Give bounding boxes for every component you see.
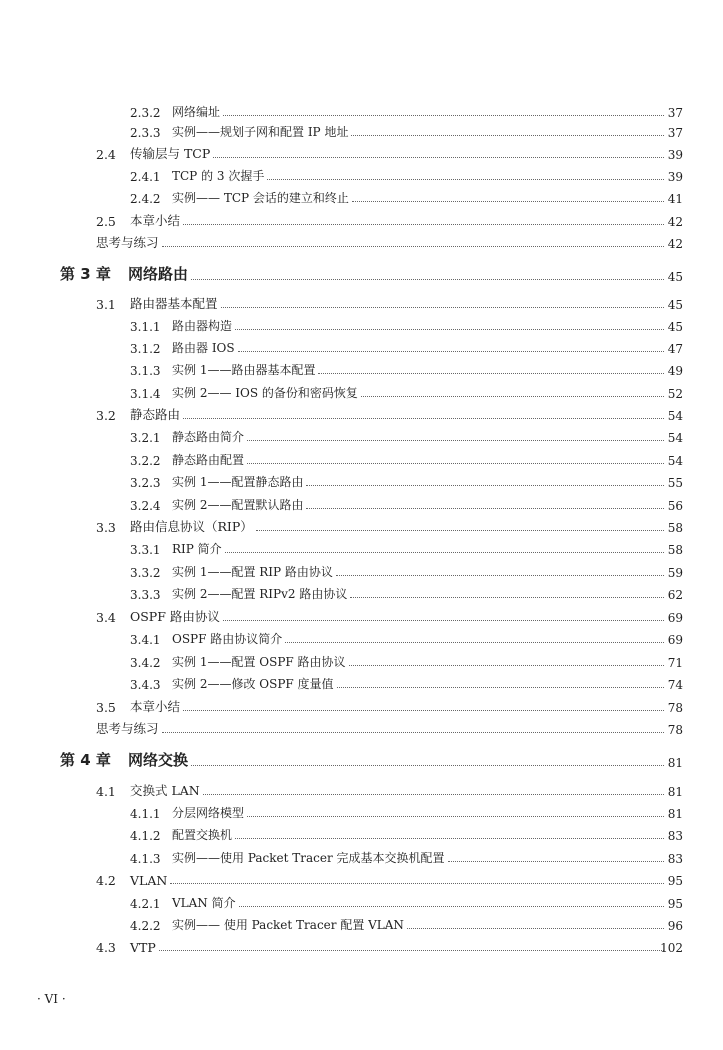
toc-leader-dots [352, 201, 664, 202]
toc-leader-dots [162, 246, 664, 247]
toc-entry [0, 515, 723, 537]
toc-entry [0, 314, 723, 336]
toc-entry-lead [96, 873, 167, 888]
toc-entry [0, 672, 723, 694]
toc-entry-lead [130, 339, 235, 356]
toc-entry-title: 思考与练习 [96, 235, 159, 250]
toc-entry-number: 3.1.2 [130, 342, 161, 356]
toc-entry-number: 4.1.2 [130, 829, 161, 843]
toc-entry-number: 2.3.3 [130, 126, 161, 140]
toc-entry-number: 3.1.4 [130, 387, 161, 401]
toc-entry-title: 实例 2——修改 OSPF 度量值 [172, 677, 334, 691]
toc-entry-title: TCP 的 3 次握手 [172, 169, 265, 183]
toc-entry [0, 209, 723, 231]
toc-leader-dots [285, 642, 664, 643]
toc-leader-dots [350, 597, 664, 598]
toc-entry-title: 路由信息协议（RIP） [130, 519, 253, 534]
toc-entry-title: 网络路由 [128, 265, 189, 283]
toc-leader-dots [162, 732, 664, 733]
toc-entry [0, 717, 723, 739]
toc-entry-lead [96, 211, 180, 229]
toc-leader-dots [235, 329, 664, 330]
toc-leader-dots [349, 665, 664, 666]
toc-entry-number: 2.4 [96, 147, 116, 162]
toc-entry-number: 3.4 [96, 610, 116, 625]
toc-entry [0, 605, 723, 627]
toc-entry-title: 实例 1——配置静态路由 [172, 475, 304, 489]
toc-leader-dots [448, 861, 664, 862]
toc-entry-title: RIP 简介 [172, 542, 222, 556]
toc-entry [0, 470, 723, 492]
toc-entry-number: 3.3.3 [130, 588, 161, 602]
toc-entry-lead [96, 781, 200, 799]
toc-leader-dots [225, 552, 664, 553]
toc-entry [0, 891, 723, 913]
toc-entry-lead [130, 563, 333, 580]
toc-page-number: 37 [667, 106, 683, 120]
toc-leader-dots [213, 157, 664, 158]
toc-page-number: 74 [667, 678, 683, 692]
toc-entry-lead [130, 675, 334, 692]
toc-page-number: 83 [667, 829, 683, 843]
toc-entry-title: OSPF 路由协议 [130, 609, 220, 624]
toc-page-number: 45 [667, 270, 683, 284]
toc-entry-number: 3.3.1 [130, 543, 161, 557]
toc-leader-dots [221, 307, 664, 308]
toc-entry-number: 3.3.2 [130, 566, 161, 580]
toc-leader-dots [247, 440, 664, 441]
toc-page-number: 45 [667, 320, 683, 334]
toc-entry-title: 路由器构造 [172, 319, 233, 333]
toc-page-number: 49 [667, 364, 683, 378]
toc-entry-title: 实例——规划子网和配置 IP 地址 [172, 125, 349, 139]
toc-entry-title: VLAN 简介 [172, 896, 236, 910]
toc-entry-number: 3.4.1 [130, 633, 161, 647]
toc-entry-title: 路由器基本配置 [130, 296, 218, 311]
toc-entry-number: 4.2.2 [130, 919, 161, 933]
toc-leader-dots [223, 115, 664, 116]
toc-entry-title: 实例 2——配置默认路由 [172, 498, 304, 512]
toc-entry-title: 本章小结 [130, 699, 181, 714]
toc-entry-lead [96, 233, 159, 251]
toc-entry-number: 4.1.1 [130, 807, 161, 821]
toc-entry [0, 627, 723, 649]
toc-entry [0, 448, 723, 470]
toc-page-number: 62 [667, 588, 683, 602]
toc-leader-dots [238, 351, 664, 352]
toc-entry-number: 4.2.1 [130, 897, 161, 911]
toc-entry-lead [130, 428, 244, 445]
toc-page-number: 102 [660, 941, 683, 955]
toc-entry-lead [96, 294, 218, 312]
toc-entry-number: 3.2.2 [130, 454, 161, 468]
toc-page-number: 78 [667, 723, 683, 737]
toc-page-number: 39 [667, 148, 683, 162]
toc-entry-lead [130, 826, 232, 843]
toc-leader-dots [247, 463, 664, 464]
toc-entry-lead [130, 451, 244, 468]
toc-page-number: 52 [667, 387, 683, 401]
toc-leader-dots [351, 135, 664, 136]
toc-entry-number: 3.4.3 [130, 678, 161, 692]
toc-entry [0, 403, 723, 425]
toc-entry [0, 164, 723, 186]
toc-entry-number: 3.1.1 [130, 320, 161, 334]
toc-entry-title: 分层网络模型 [172, 806, 245, 820]
toc-page-number: 59 [667, 566, 683, 580]
toc-entry-title: 实例 2—— IOS 的备份和密码恢复 [172, 386, 358, 400]
toc-entry [0, 336, 723, 358]
toc-entry [0, 231, 723, 253]
toc-leader-dots [306, 485, 664, 486]
toc-entry [0, 425, 723, 447]
toc-entry [0, 493, 723, 515]
toc-entry-title: 实例 1——配置 OSPF 路由协议 [172, 655, 346, 669]
toc-entry-title: 本章小结 [130, 213, 181, 228]
toc-entry-lead [96, 607, 220, 625]
toc-leader-dots [267, 179, 664, 180]
toc-entry [0, 913, 723, 935]
toc-page-number: 37 [667, 126, 683, 140]
toc-leader-dots [336, 575, 664, 576]
toc-entry-title: 静态路由 [130, 407, 181, 422]
toc-entry-lead [130, 916, 404, 933]
toc-entry-lead [130, 473, 303, 490]
toc-entry-title: 实例—— 使用 Packet Tracer 配置 VLAN [172, 918, 404, 932]
toc-leader-dots [223, 620, 664, 621]
toc-entry-title: 静态路由配置 [172, 453, 245, 467]
toc-entry-number: 4.1.3 [130, 852, 161, 866]
toc-page-number: 78 [667, 701, 683, 715]
toc-page-number: 96 [667, 919, 683, 933]
toc-page-number: 58 [667, 521, 683, 535]
toc-chapter-entry [0, 260, 723, 286]
toc-entry-lead [130, 653, 346, 670]
toc-entry [0, 186, 723, 208]
toc-leader-dots [191, 765, 664, 766]
toc-entry-lead [60, 263, 188, 284]
toc-leader-dots [159, 950, 664, 951]
toc-entry-lead [130, 894, 236, 911]
toc-entry-title: 网络编址 [172, 105, 221, 119]
toc-leader-dots [318, 373, 664, 374]
toc-entry-lead [130, 361, 315, 378]
toc-entry-number: 4.1 [96, 784, 116, 799]
toc-leader-dots [407, 928, 664, 929]
toc-entry [0, 142, 723, 164]
toc-entry [0, 650, 723, 672]
toc-entry [0, 537, 723, 559]
toc-entry [0, 100, 723, 122]
toc-page-number: 54 [667, 431, 683, 445]
toc-page-number: 95 [667, 874, 683, 888]
toc-leader-dots [337, 687, 664, 688]
toc-entry-lead [96, 719, 159, 737]
toc-entry-title: 静态路由简介 [172, 430, 245, 444]
toc-entry-lead [130, 585, 347, 602]
toc-entry-number: 3.2.4 [130, 499, 161, 513]
toc-entry-lead [130, 804, 244, 821]
toc-page-number: 47 [667, 342, 683, 356]
toc-entry-lead [130, 540, 222, 557]
toc-entry [0, 560, 723, 582]
toc-entry-title: 配置交换机 [172, 828, 233, 842]
toc-entry-number: 2.3.2 [130, 106, 161, 120]
toc-entry [0, 582, 723, 604]
toc-entry-number: 2.4.2 [130, 192, 161, 206]
toc-entry-title: 思考与练习 [96, 721, 159, 736]
toc-entry-lead [130, 496, 303, 513]
toc-entry [0, 868, 723, 890]
toc-leader-dots [183, 418, 664, 419]
toc-entry [0, 695, 723, 717]
toc-entry-lead [130, 167, 264, 184]
toc-entry-title: 网络交换 [128, 751, 189, 769]
toc-leader-dots [256, 530, 664, 531]
toc-entry-number: 3.1.3 [130, 364, 161, 378]
toc-entry-lead [96, 405, 180, 423]
toc-entry [0, 358, 723, 380]
toc-page-number: 41 [667, 192, 683, 206]
toc-page-number: 81 [667, 807, 683, 821]
toc-page-number: 56 [667, 499, 683, 513]
toc-page-number: 69 [667, 633, 683, 647]
toc-page-number: 55 [667, 476, 683, 490]
toc-entry [0, 292, 723, 314]
toc-entry-number: 第 3 章 [60, 265, 111, 283]
toc-page-number: 45 [667, 298, 683, 312]
toc-entry-lead [60, 749, 188, 770]
toc-entry-lead [130, 103, 220, 120]
toc-entry-title: 实例——使用 Packet Tracer 完成基本交换机配置 [172, 851, 445, 865]
toc-leader-dots [247, 816, 664, 817]
toc-page-number: 54 [667, 409, 683, 423]
toc-entry-lead [130, 849, 445, 866]
toc-page-number: 54 [667, 454, 683, 468]
toc-page-number: 81 [667, 756, 683, 770]
toc-entry-title: 实例 1——路由器基本配置 [172, 363, 316, 377]
toc-entry [0, 120, 723, 142]
toc-page-number: 95 [667, 897, 683, 911]
toc-entry-number: 2.4.1 [130, 170, 161, 184]
toc-entry-number: 3.5 [96, 700, 116, 715]
toc-entry [0, 801, 723, 823]
toc-leader-dots [203, 794, 664, 795]
toc-entry-lead [96, 517, 253, 535]
toc-page-number: 58 [667, 543, 683, 557]
toc-entry-lead [130, 317, 232, 334]
toc-entry-number: 4.2 [96, 873, 116, 888]
toc-leader-dots [183, 224, 664, 225]
toc-leader-dots [191, 279, 664, 280]
toc-page-number: 69 [667, 611, 683, 625]
toc-entry [0, 846, 723, 868]
toc-entry-number: 3.2 [96, 408, 116, 423]
toc-entry-title: 实例 1——配置 RIP 路由协议 [172, 565, 333, 579]
toc-entry [0, 935, 723, 957]
toc-page-number: 39 [667, 170, 683, 184]
toc-entry [0, 823, 723, 845]
toc-entry-lead [130, 189, 349, 206]
toc-leader-dots [170, 883, 664, 884]
toc-entry-title: VTP [130, 940, 156, 955]
toc-leader-dots [183, 710, 664, 711]
toc-entry-title: 传输层与 TCP [130, 146, 211, 161]
toc-entry-lead [96, 940, 156, 955]
toc-entry [0, 381, 723, 403]
toc-entry [0, 779, 723, 801]
toc-entry-lead [96, 697, 180, 715]
toc-page-number: 71 [667, 656, 683, 670]
toc-leader-dots [361, 396, 664, 397]
toc-leader-dots [306, 508, 664, 509]
toc-leader-dots [235, 838, 664, 839]
toc-entry-number: 2.5 [96, 214, 116, 229]
toc-page-number: 42 [667, 237, 683, 251]
toc-entry-number: 3.2.3 [130, 476, 161, 490]
toc-page-number: 42 [667, 215, 683, 229]
toc-entry-title: 实例—— TCP 会话的建立和终止 [172, 191, 349, 205]
toc-entry-title: 实例 2——配置 RIPv2 路由协议 [172, 587, 348, 601]
toc-entry-number: 3.3 [96, 520, 116, 535]
toc-entry-number: 3.1 [96, 297, 116, 312]
toc-entry-lead [130, 630, 282, 647]
toc-entry-title: 交换式 LAN [130, 783, 200, 798]
toc-entry-number: 4.3 [96, 940, 116, 955]
toc-entry-title: 路由器 IOS [172, 341, 235, 355]
toc-entry-number: 3.4.2 [130, 656, 161, 670]
toc-entry-lead [130, 384, 358, 401]
toc-chapter-entry [0, 746, 723, 772]
toc-leader-dots [239, 906, 664, 907]
toc-entry-lead [96, 144, 210, 162]
toc-entry-number: 3.2.1 [130, 431, 161, 445]
toc-entry-number: 第 4 章 [60, 751, 111, 769]
toc-entry-title: VLAN [130, 873, 168, 888]
toc-page-number: 81 [667, 785, 683, 799]
toc-entry-title: OSPF 路由协议简介 [172, 632, 283, 646]
toc-entry-lead [130, 123, 348, 140]
toc-page-number: 83 [667, 852, 683, 866]
page-footer: · VI · [37, 992, 66, 1006]
